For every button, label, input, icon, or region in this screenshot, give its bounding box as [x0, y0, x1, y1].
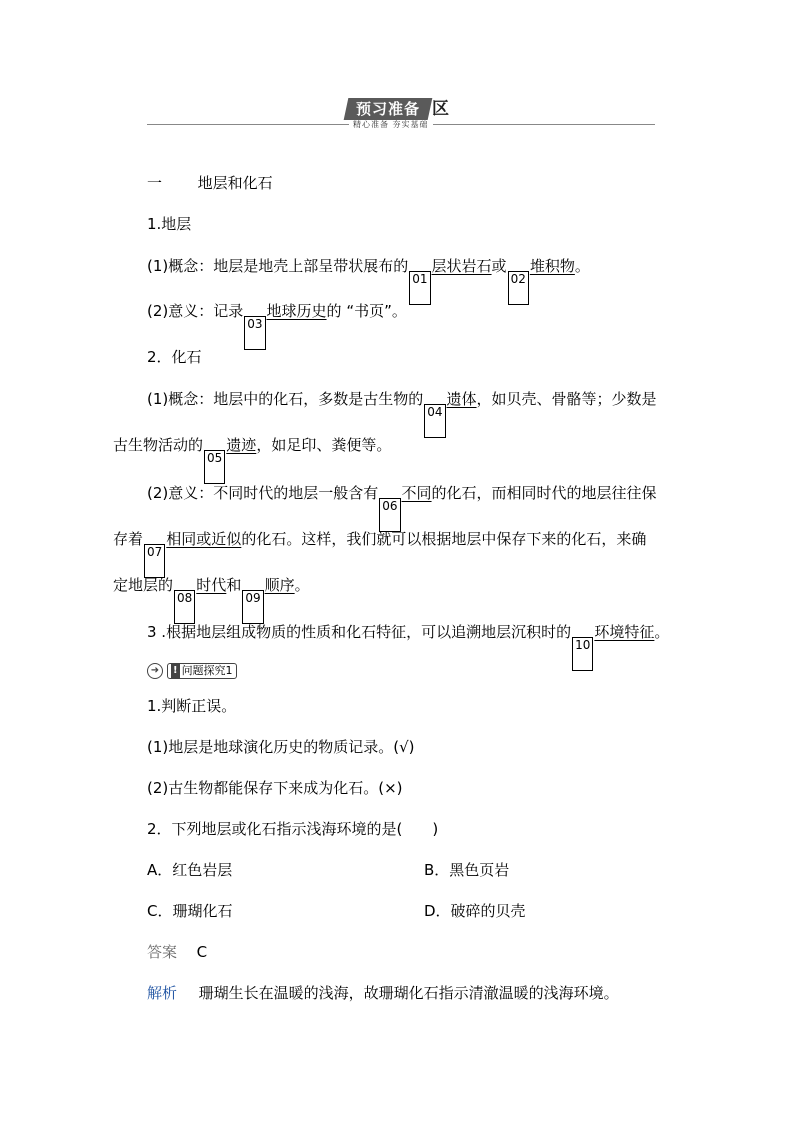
section-badge-suffix: 区 [432, 99, 449, 119]
s3-line: 3 .根据地层组成物质的性质和化石特征，可以追溯地层沉积时的 10 环境特征。 [147, 622, 669, 671]
answer-09: 顺序 [264, 576, 295, 594]
q1-item-2: (2)古生物都能保存下来成为化石。(×) [147, 779, 403, 797]
s2-meaning-line1: (2)意义：不同时代的地层一般含有 06 不同的化石，而相同时代的地层往往保 [147, 483, 657, 532]
s2-heading: 2．化石 [147, 348, 202, 366]
q2-stem: 2．下列地层或化石指示浅海环境的是( ) [147, 820, 439, 838]
answer-label: 答案 [147, 943, 178, 961]
blank-number-06: 06 [379, 498, 400, 532]
arrow-right-icon: ➜ [147, 663, 163, 679]
s2-meaning-line3: 定地层的 08 时代和 09 顺序。 [113, 575, 310, 624]
analysis-label: 解析 [147, 984, 178, 1002]
explore-tag: ! 问题探究1 [167, 663, 237, 679]
blank-number-08: 08 [174, 590, 195, 624]
answer-04: 遗体 [446, 390, 477, 408]
section-title-text: 地层和化石 [197, 174, 273, 192]
section-badge: 预习准备 [344, 98, 433, 120]
section-title [147, 173, 273, 193]
blank-number-03: 03 [244, 316, 265, 350]
analysis-line [147, 983, 619, 1003]
q2-option-c: C．珊瑚化石 [147, 902, 233, 920]
answer-10: 环境特征 [594, 623, 655, 641]
answer-02: 堆积物 [529, 257, 575, 275]
exclamation-icon: ! [173, 665, 178, 676]
answer-07: 相同或近似 [166, 530, 242, 548]
s1-meaning: (2)意义：记录 03 地球历史的 “书页”。 [147, 301, 407, 350]
blank-number-04: 04 [424, 404, 445, 438]
answer-05: 遗迹 [226, 436, 257, 454]
q2-option-b: B．黑色页岩 [424, 861, 510, 879]
s1-heading: 1.地层 [147, 215, 192, 233]
answer-03: 地球历史 [266, 302, 327, 320]
explore-header [147, 662, 237, 680]
q1-item-1: (1)地层是地球演化历史的物质记录。(√) [147, 738, 415, 756]
q2-option-d: D．破碎的贝壳 [424, 902, 526, 920]
answer-01: 层状岩石 [431, 257, 492, 275]
answer-line [147, 942, 207, 962]
answer-value: C [196, 943, 208, 961]
s2-meaning-line2: 存着 07 相同或近似的化石。这样，我们就可以根据地层中保存下来的化石，来确 [113, 529, 646, 578]
blank-number-10: 10 [572, 637, 593, 671]
s2-concept-line2: 古生物活动的 05 遗迹，如足印、粪便等。 [113, 435, 391, 484]
q1-heading: 1.判断正误。 [147, 697, 237, 715]
answer-06: 不同 [401, 484, 432, 502]
analysis-text: 珊瑚生长在温暖的浅海，故珊瑚化石指示清澈温暖的浅海环境。 [198, 984, 619, 1002]
blank-number-07: 07 [144, 544, 165, 578]
s1-concept: (1)概念：地层是地壳上部呈带状展布的 01 层状岩石或 02 堆积物。 [147, 256, 590, 305]
s2-concept-line1: (1)概念：地层中的化石，多数是古生物的 04 遗体，如贝壳、骨骼等；少数是 [147, 389, 657, 438]
answer-08: 时代 [196, 576, 227, 594]
q2-option-a: A．红色岩层 [147, 861, 233, 879]
section-subtitle: 精心准备 夯实基础 [349, 120, 433, 130]
blank-number-02: 02 [508, 271, 529, 305]
blank-number-01: 01 [409, 271, 430, 305]
blank-number-05: 05 [204, 450, 225, 484]
section-number: 一 [147, 174, 163, 192]
blank-number-09: 09 [242, 590, 263, 624]
